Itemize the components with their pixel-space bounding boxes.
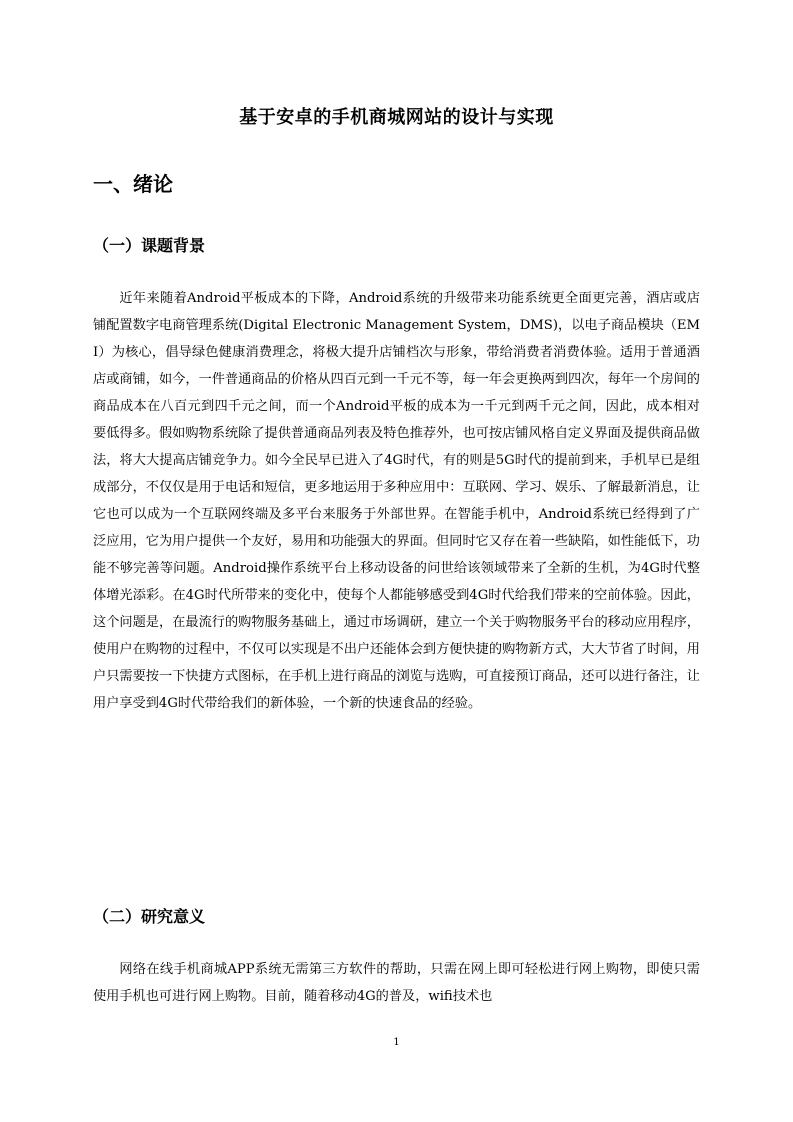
section-paragraph-significance: 网络在线手机商城APP系统无需第三方软件的帮助，只需在网上即可轻松进行网上购物，即使只需使用手机也可进行网上购物。目前，随着移动4G的普及，wifi技术也	[93, 962, 700, 1004]
section-heading-significance: （二）研究意义	[93, 907, 206, 926]
section-paragraph-background: 近年来随着Android平板成本的下降，Android系统的升级带来功能系统更全面更完善，酒店或店铺配置数字电商管理系统(Digital Electronic Management System，DMS)，以电子商品模块（EMI）为核心，倡导绿色健康消费理念，将极大提升店铺档次与形象，带给消费者消费体验。适用于普通酒店或商铺，如今，一件普通商品的价格从四百元到一千元不等，每一年会更换两到四次，每年一个房间的商品成本在八百元到四千元之间，而一个Android平板的成本为一千元到两千元之间，因此，成本相对要低得多。假如购物系统除了提供普通商品列表及特色推荐外，也可按店铺风格自定义界面及提供商品做法，将大大提高店铺竞争力。如今全民早已进入了4G时代，有的则是5G时代的提前到来，手机早已是组成部分，不仅仅是用于电话和短信，更多地运用于多种应用中：互联网、学习、娱乐、了解最新消息，让它也可以成为一个互联网终端及多平台来服务于外部世界。在智能手机中，Android系统已经得到了广泛应用，它为用户提供一个友好，易用和功能强大的界面。但同时它又存在着一些缺陷，如性能低下，功能不够完善等问题。Android操作系统平台上移动设备的问世给该领域带来了全新的生机，为4G时代整体增光添彩。在4G时代所带来的变化中，使每个人都能够感受到4G时代给我们带来的空前体验。因此，这个问题是，在最流行的购物服务基础上，通过市场调研，建立一个关于购物服务平台的移动应用程序，使用户在购物的过程中，不仅可以实现是不出户还能体会到方便快捷的购物新方式，大大节省了时间，用户只需要按一下快捷方式图标，在手机上进行商品的浏览与选购，可直接预订商品，还可以进行备注，让用户享受到4G时代带给我们的新体验，一个新的快速食品的经验。	[93, 291, 700, 711]
document-title: 基于安卓的手机商城网站的设计与实现	[239, 107, 554, 128]
section-heading-background: （一）课题背景	[93, 236, 206, 255]
page-number: 1	[393, 1037, 400, 1048]
chapter-heading: 一、绪论	[93, 172, 173, 196]
